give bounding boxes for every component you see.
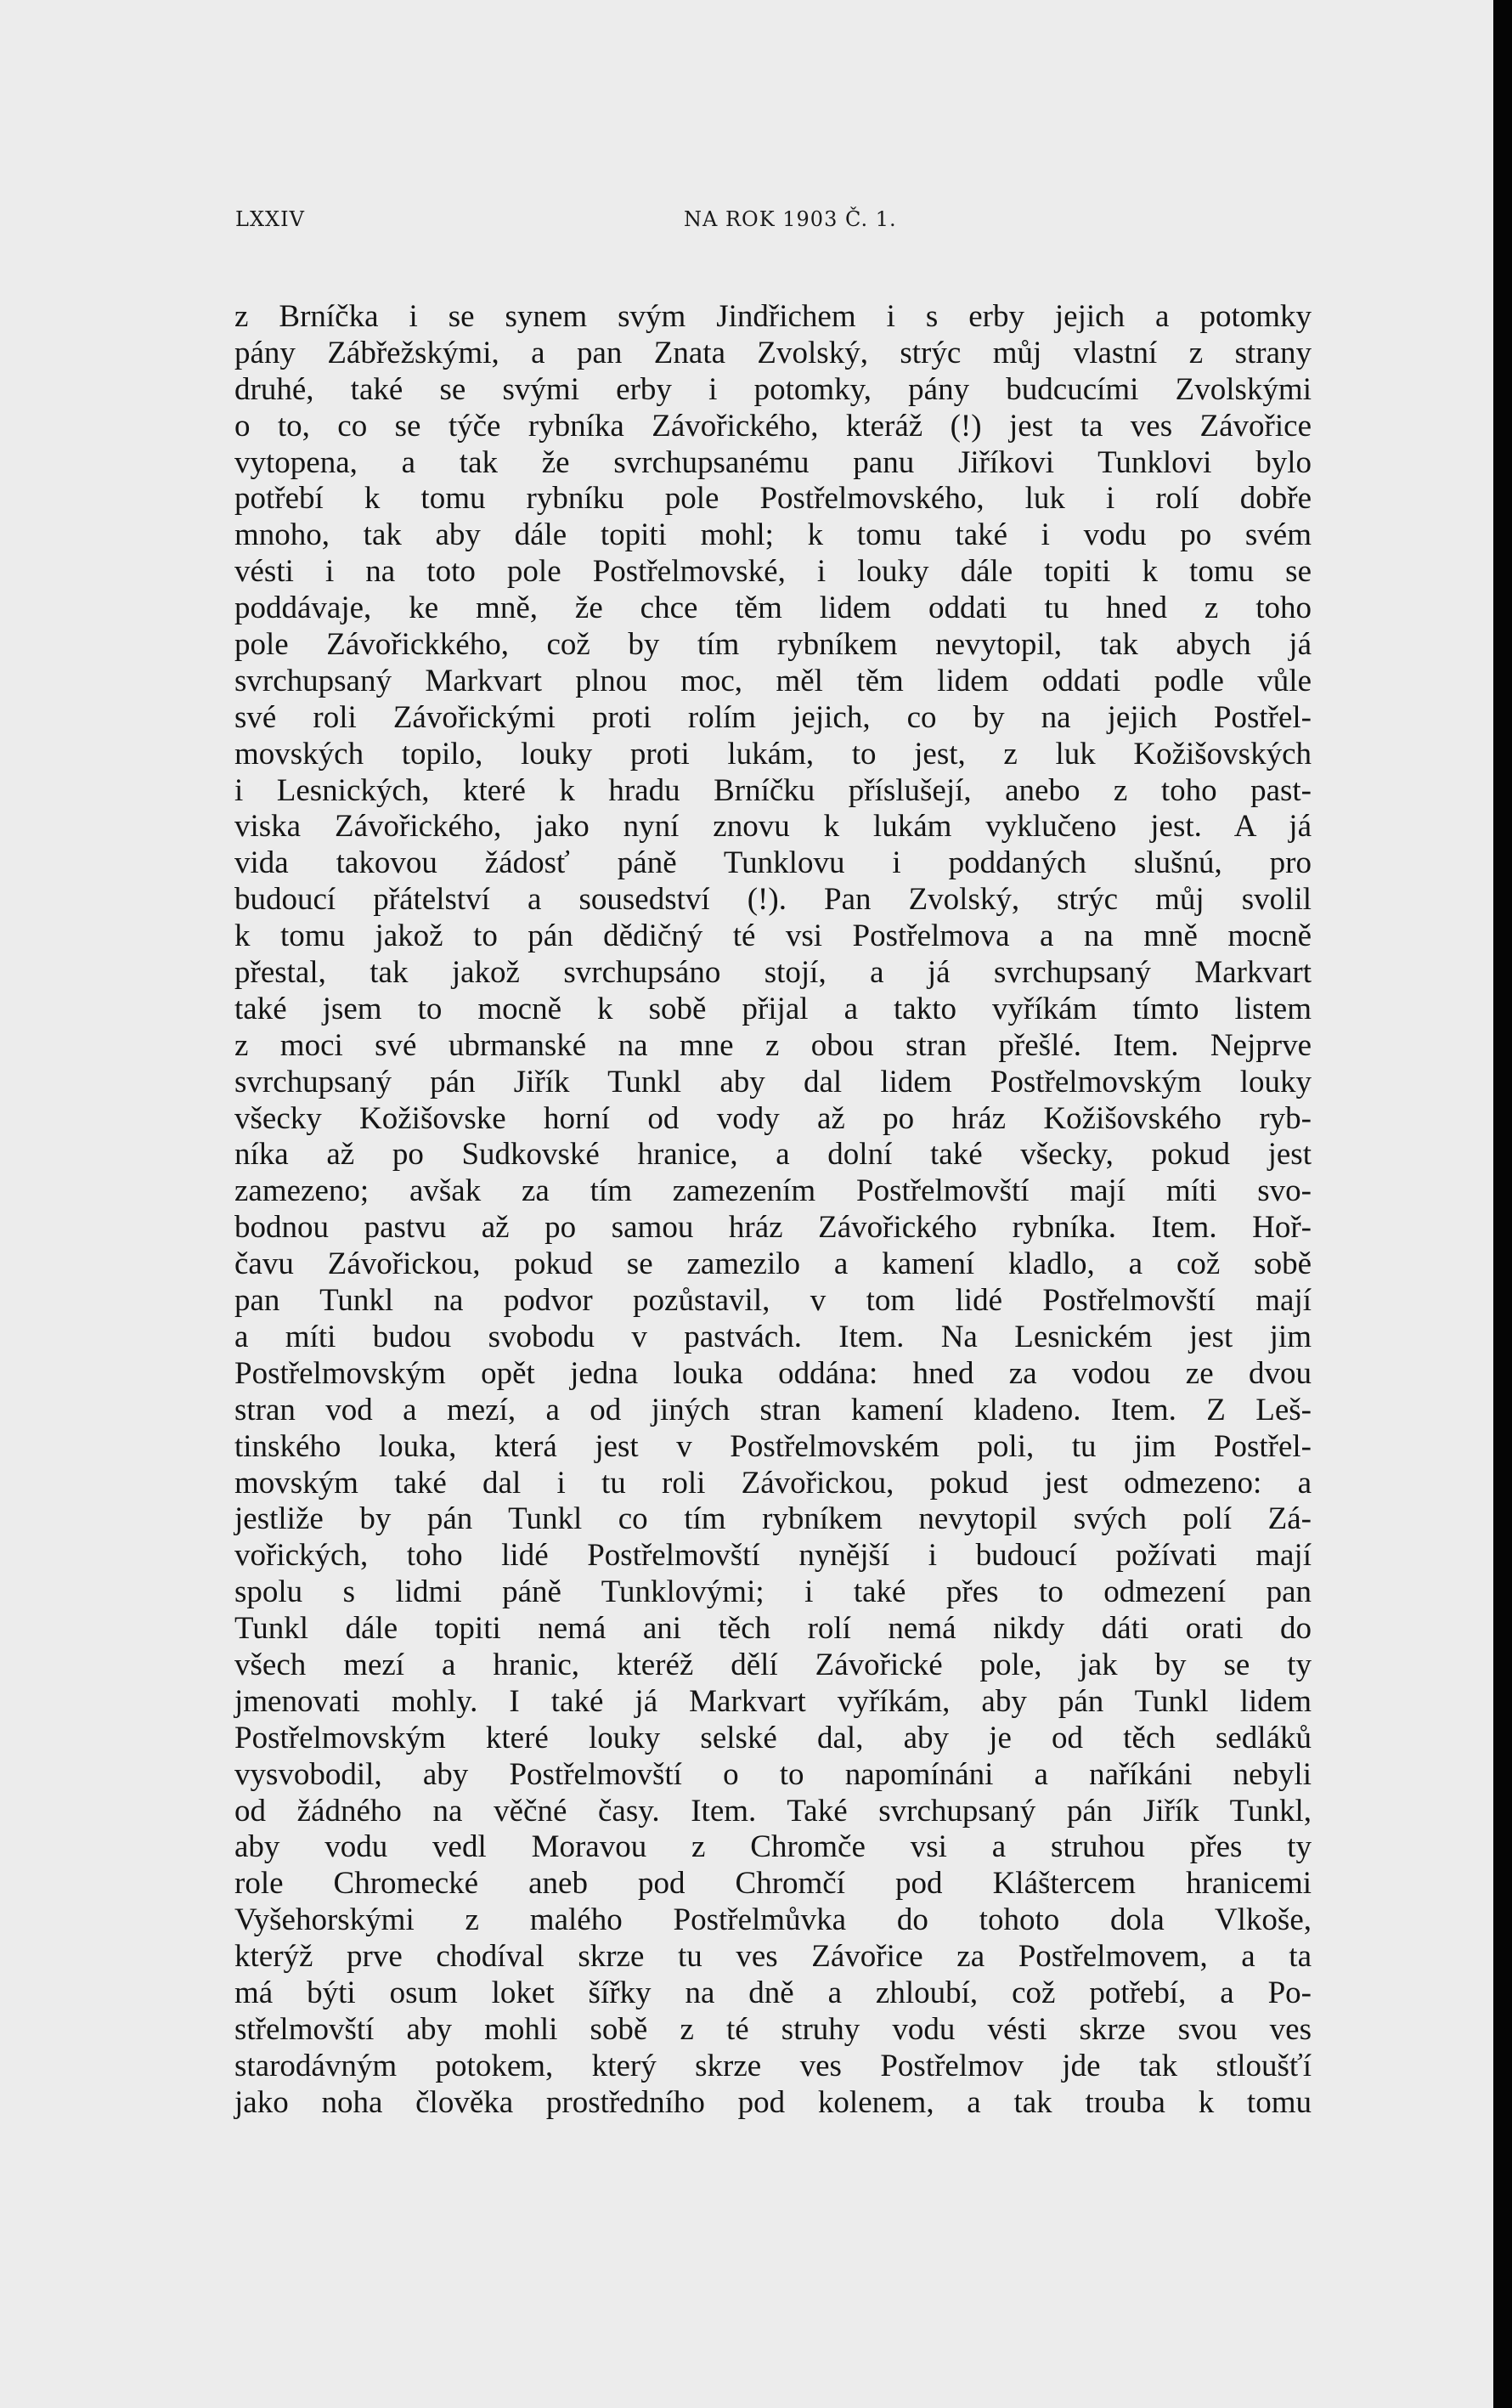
text-line: tinského louka, která jest v Postřelmovském poli, tu jim Postřel- (234, 1428, 1312, 1464)
text-line: má býti osum loket šířky na dně a zhloubí, což potřebí, a Po- (234, 1975, 1312, 2010)
text-line: vořických, toho lidé Postřelmovští nynější i budoucí požívati mají (234, 1538, 1312, 1574)
text-line: střelmovští aby mohli sobě z té struhy vodu vésti skrze svou ves (234, 2011, 1312, 2047)
text-line: kterýž prve chodíval skrze tu ves Závořice za Postřelmovem, a ta (234, 1939, 1312, 1975)
text-line: Vyšehorskými z malého Postřelmůvka do tohoto dola Vlkoše, (234, 1902, 1312, 1938)
text-line: Postřelmovským opět jedna louka oddána: hned za vodou ze dvou (234, 1355, 1312, 1391)
page-edge-shadow (1493, 0, 1512, 2408)
text-line: viska Závořického, jako nyní znovu k lukám vyklučeno jest. A já (234, 809, 1312, 845)
text-line: níka až po Sudkovské hranice, a dolní také všecky, pokud jest (234, 1137, 1312, 1173)
text-line: mnoho, tak aby dále topiti mohl; k tomu také i vodu po svém (234, 517, 1312, 553)
text-line: také jsem to mocně k sobě přijal a takto vyříkám tímto listem (234, 991, 1312, 1026)
text-line: všecky Kožišovske horní od vody až po hráz Kožišovského ryb- (234, 1100, 1312, 1136)
text-line: pány Zábřežskými, a pan Znata Zvolský, strýc můj vlastní z strany (234, 335, 1312, 370)
body-text (234, 299, 1312, 2122)
text-line: o to, co se týče rybníka Závořického, kteráž (!) jest ta ves Závořice (234, 408, 1312, 444)
text-line: spolu s lidmi páně Tunklovými; i také přes to odmezení pan (234, 1574, 1312, 1610)
text-line: z moci své ubrmanské na mne z obou stran přešlé. Item. Nejprve (234, 1027, 1312, 1063)
header-title: NA ROK 1903 Č. 1. (684, 207, 897, 231)
text-line: Postřelmovským které louky selské dal, aby je od těch sedláků (234, 1720, 1312, 1755)
text-line: bodnou pastvu až po samou hráz Závořického rybníka. Item. Hoř- (234, 1210, 1312, 1246)
text-line: budoucí přátelství a sousedství (!). Pan Zvolský, strýc můj svolil (234, 882, 1312, 918)
text-line: starodávným potokem, který skrze ves Postřelmov jde tak stloušťí (234, 2048, 1312, 2083)
text-line: aby vodu vedl Moravou z Chromče vsi a struhou přes ty (234, 1829, 1312, 1865)
text-line: a míti budou svobodu v pastvách. Item. Na Lesnickém jest jim (234, 1319, 1312, 1354)
text-line: role Chromecké aneb pod Chromčí pod Kláštercem hranicemi (234, 1866, 1312, 1902)
text-line: zamezeno; avšak za tím zamezením Postřelmovští mají míti svo- (234, 1173, 1312, 1209)
text-line: přestal, tak jakož svrchupsáno stojí, a já svrchupsaný Markvart (234, 955, 1312, 991)
text-line: jmenovati mohly. I také já Markvart vyříkám, aby pán Tunkl lidem (234, 1683, 1312, 1719)
text-line: všech mezí a hranic, kteréž dělí Závořické pole, jak by se ty (234, 1647, 1312, 1682)
text-line: k tomu jakož to pán dědičný té vsi Postřelmova a na mně mocně (234, 919, 1312, 954)
text-line: své roli Závořickými proti rolím jejich, co by na jejich Postřel- (234, 699, 1312, 735)
text-line: pole Závořickkého, což by tím rybníkem nevytopil, tak abych já (234, 627, 1312, 663)
text-line: potřebí k tomu rybníku pole Postřelmovského, luk i rolí dobře (234, 481, 1312, 517)
text-line: vysvobodil, aby Postřelmovští o to napomínáni a naříkáni nebyli (234, 1756, 1312, 1792)
text-line: druhé, také se svými erby i potomky, pány budcucími Zvolskými (234, 371, 1312, 407)
text-line: movských topilo, louky proti lukám, to jest, z luk Kožišovských (234, 736, 1312, 772)
text-line: vésti i na toto pole Postřelmovské, i louky dále topiti k tomu se (234, 554, 1312, 590)
text-line: Tunkl dále topiti nemá ani těch rolí nemá nikdy dáti orati do (234, 1611, 1312, 1647)
text-line: pan Tunkl na podvor pozůstavil, v tom lidé Postřelmovští mají (234, 1283, 1312, 1319)
text-line: movským také dal i tu roli Závořickou, pokud jest odmezeno: a (234, 1465, 1312, 1501)
text-line: poddávaje, ke mně, že chce těm lidem oddati tu hned z toho (234, 591, 1312, 626)
text-line: i Lesnických, které k hradu Brníčku příslušejí, anebo z toho past- (234, 772, 1312, 808)
text-line: jako noha člověka prostředního pod kolenem, a tak trouba k tomu (234, 2084, 1312, 2120)
text-line: jestliže by pán Tunkl co tím rybníkem nevytopil svých polí Zá- (234, 1501, 1312, 1537)
running-header (235, 207, 1340, 241)
text-line: od žádného na věčné časy. Item. Také svrchupsaný pán Jiřík Tunkl, (234, 1793, 1312, 1829)
page-number: LXXIV (235, 207, 305, 231)
text-line: svrchupsaný pán Jiřík Tunkl aby dal lidem Postřelmovským louky (234, 1064, 1312, 1099)
text-line: vida takovou žádosť páně Tunklovu i poddaných slušnú, pro (234, 845, 1312, 881)
text-line: svrchupsaný Markvart plnou moc, měl těm lidem oddati podle vůle (234, 663, 1312, 698)
text-line: čavu Závořickou, pokud se zamezilo a kamení kladlo, a což sobě (234, 1246, 1312, 1282)
text-line: z Brníčka i se synem svým Jindřichem i s erby jejich a potomky (234, 299, 1312, 334)
text-line: vytopena, a tak že svrchupsanému panu Jiříkovi Tunklovi bylo (234, 444, 1312, 480)
text-line: stran vod a mezí, a od jiných stran kamení kladeno. Item. Z Leš- (234, 1392, 1312, 1427)
